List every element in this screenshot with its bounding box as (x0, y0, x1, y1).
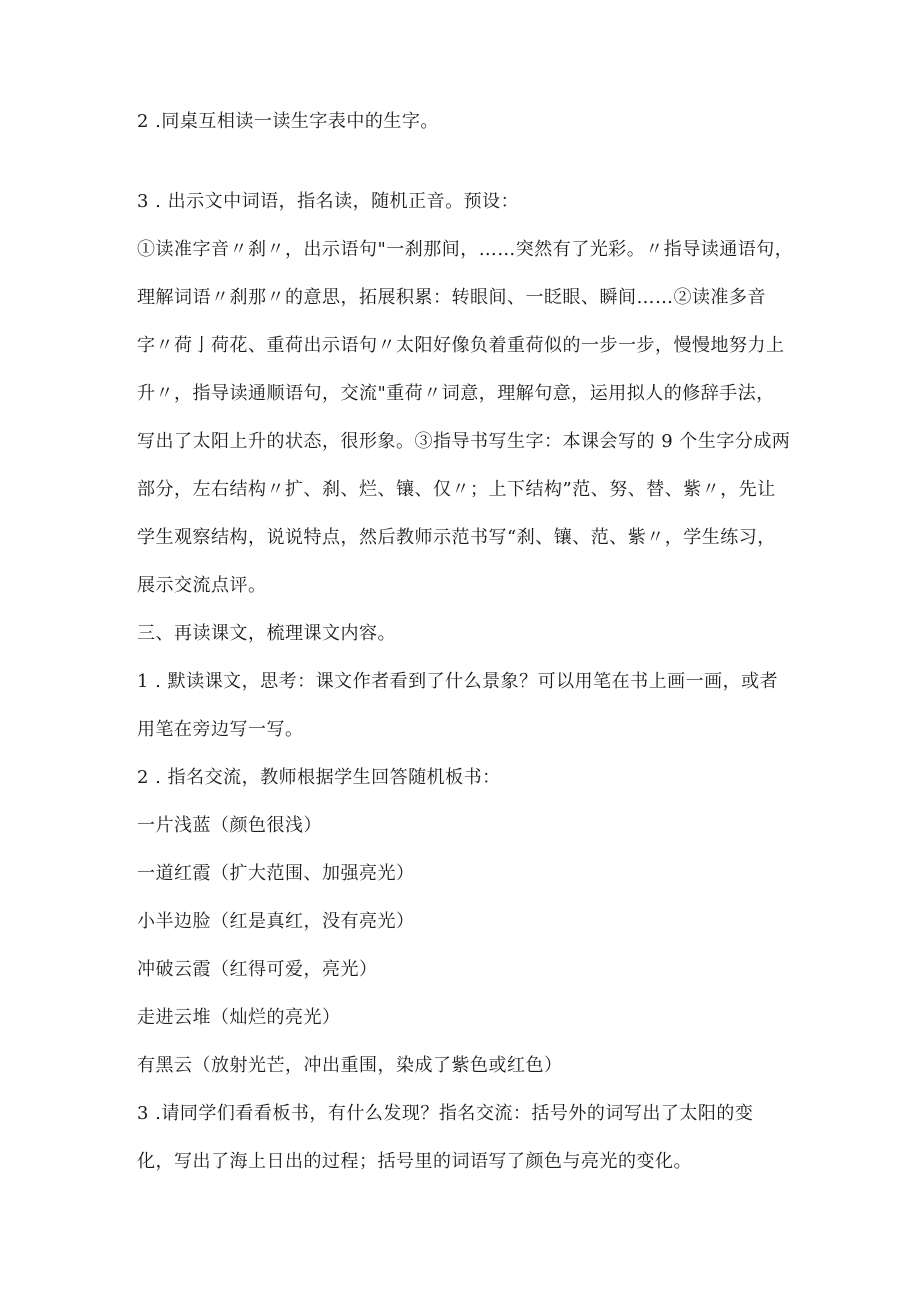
paragraph-line: 用笔在旁边写一写。 (137, 719, 304, 740)
board-note-line: 有黑云（放射光芒，冲出重围，染成了紫色或红色） (137, 1055, 563, 1076)
board-note-line: 走进云堆（灿烂的亮光） (137, 1007, 341, 1028)
board-note-line: 一片浅蓝（颜色很浅） (137, 815, 322, 836)
paragraph-line: 字〃荷亅荷花、重荷出示语句〃太阳好像负着重荷似的一步一步，慢慢地努力上 (137, 335, 785, 356)
paragraph-line: 升〃，指导读通顺语句，交流"重荷〃词意，理解句意，运用拟人的修辞手法， (137, 383, 775, 404)
board-note-line: 冲破云霞（红得可爱，亮光） (137, 959, 378, 980)
paragraph-line: 部分，左右结构〃扩、刹、烂、镶、仅〃；上下结构”范、努、替、紫〃，先让 (137, 479, 776, 500)
paragraph-line: 2 .同桌互相读一读生字表中的生字。 (137, 111, 439, 132)
board-note-line: 小半边脸（红是真红，没有亮光） (137, 911, 415, 932)
paragraph-line: 理解词语〃刹那〃的意思，拓展积累：转眼间、一眨眼、瞬间……②读准多音 (137, 287, 766, 308)
paragraph-line: 1 . 默读课文，思考：课文作者看到了什么景象？可以用笔在书上画一画，或者 (137, 671, 779, 692)
section-heading: 三、再读课文，梳理课文内容。 (137, 623, 396, 644)
board-note-line: 一道红霞（扩大范围、加强亮光） (137, 863, 415, 884)
paragraph-line: 2 . 指名交流，教师根据学生回答随机板书： (137, 767, 501, 788)
paragraph-line: ①读准字音〃刹〃，出示语句"一刹那间，……突然有了光彩。〃指导读通语句， (137, 239, 794, 260)
paragraph-line: 3 . 出示文中词语，指名读，随机正音。预设： (137, 191, 520, 212)
paragraph-line: 化，写出了海上日出的过程；括号里的词语写了颜色与亮光的变化。 (137, 1151, 692, 1172)
paragraph-line: 展示交流点评。 (137, 575, 267, 596)
paragraph-line: 学生观察结构，说说特点，然后教师示范书写“刹、镶、范、紫〃，学生练习， (137, 527, 776, 548)
paragraph-line: 写出了太阳上升的状态，很形象。③指导书写生字：本课会写的 9 个生字分成两 (137, 431, 791, 452)
paragraph-line: 3 .请同学们看看板书，有什么发现？指名交流：括号外的词写出了太阳的变 (137, 1103, 754, 1124)
